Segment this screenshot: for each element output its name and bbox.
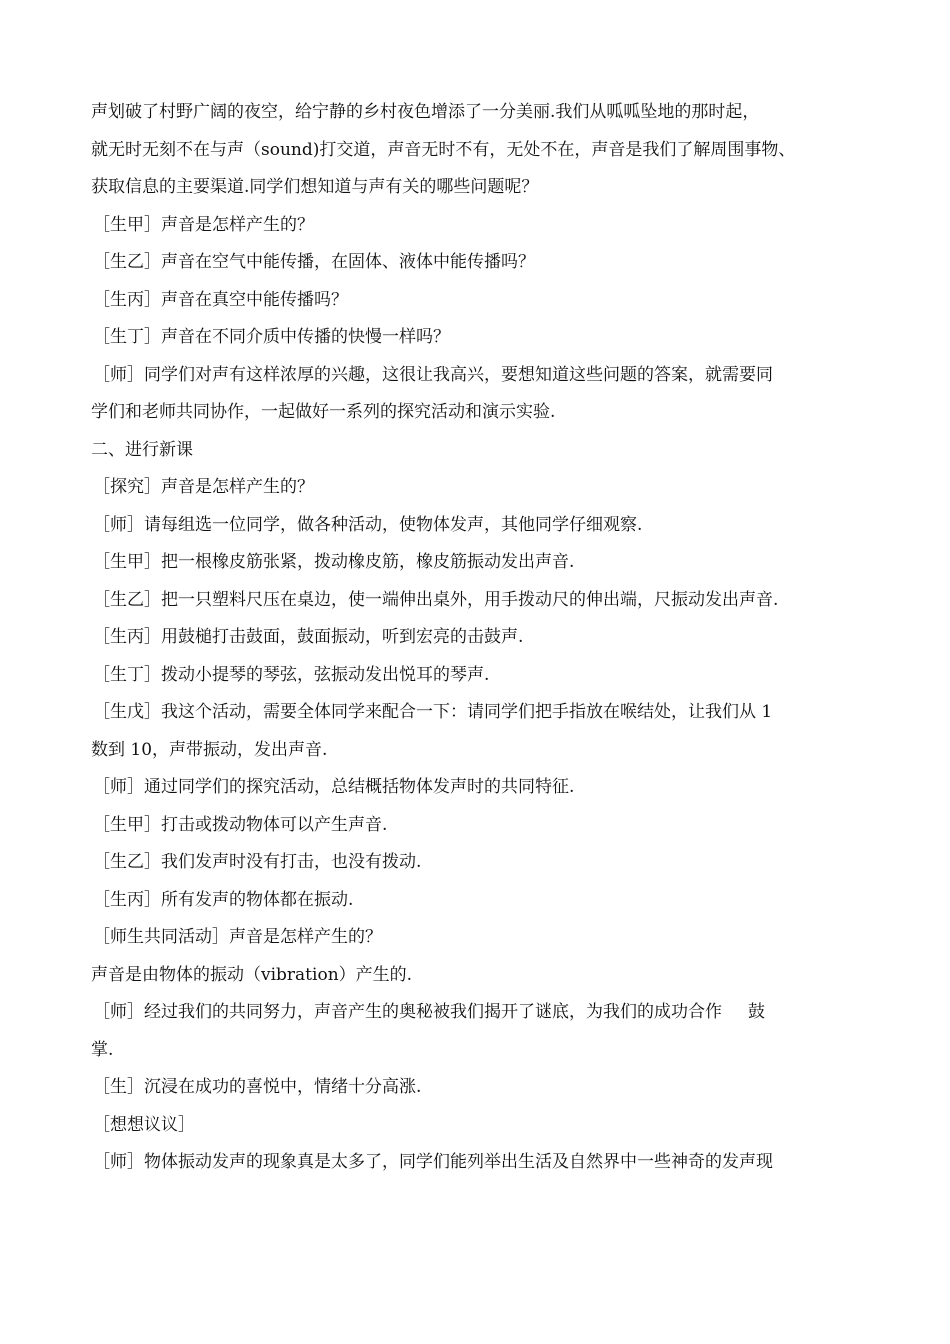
dialogue-line: ［生丙］所有发声的物体都在振动. [93,889,354,910]
dialogue-line: ［生乙］我们发声时没有打击，也没有拨动. [93,852,422,872]
dialogue-line: ［生戊］我这个活动，需要全体同学来配合一下：请同学们把手指放在喉结处，让我们从 1 [93,702,773,722]
dialogue-line: ［师］通过同学们的探究活动，总结概括物体发声时的共同特征. [93,777,575,797]
dialogue-line-continued: 数到 10，声带振动，发出声音. [91,739,328,760]
paragraph-line: 获取信息的主要渠道.同学们想知道与声有关的哪些问题呢？ [91,177,539,197]
dialogue-line: ［师生共同活动］声音是怎样产生的？ [93,927,382,947]
dialogue-line: ［生甲］声音是怎样产生的？ [93,214,314,235]
dialogue-line: ［生甲］打击或拨动物体可以产生声音. [93,814,388,835]
dialogue-line: ［师］请每组选一位同学，做各种活动，使物体发声，其他同学仔细观察. [93,514,643,535]
dialogue-line: ［生丙］声音在真空中能传播吗？ [93,289,348,310]
dialogue-line: ［生甲］把一根橡皮筋张紧，拨动橡皮筋，橡皮筋振动发出声音. [93,552,575,572]
dialogue-line-continued: 学们和老师共同协作，一起做好一系列的探究活动和演示实验. [91,402,556,422]
dialogue-line: ［探究］声音是怎样产生的？ [93,477,314,497]
section-heading: 二、进行新课 [91,439,193,460]
dialogue-line: ［生乙］把一只塑料尺压在桌边，使一端伸出桌外，用手拨动尺的伸出端，尺振动发出声音. [93,589,779,610]
dialogue-text-tail: 鼓 [748,1002,765,1022]
dialogue-line: ［想想议议］ [93,1114,195,1135]
dialogue-line [91,994,863,1032]
dialogue-line: ［师］同学们对声有这样浓厚的兴趣，这很让我高兴，要想知道这些问题的答案，就需要同 [93,364,773,385]
dialogue-line-continued: 掌. [91,1039,114,1060]
dialogue-line: ［生乙］声音在空气中能传播，在固体、液体中能传播吗？ [93,252,535,272]
conclusion-line: 声音是由物体的振动（vibration）产生的. [91,964,413,985]
dialogue-line: ［师］物体振动发声的现象真是太多了，同学们能列举出生活及自然界中一些神奇的发声现 [93,1152,773,1172]
dialogue-line: ［生丁］拨动小提琴的琴弦，弦振动发出悦耳的琴声. [93,664,490,685]
dialogue-line: ［生丁］声音在不同介质中传播的快慢一样吗？ [93,327,450,347]
paragraph-line: 声划破了村野广阔的夜空，给宁静的乡村夜色增添了一分美丽.我们从呱呱坠地的那时起， [91,102,760,122]
dialogue-text: ［师］经过我们的共同努力，声音产生的奥秘被我们揭开了谜底，为我们的成功合作 [93,1002,722,1022]
document-body [91,94,863,1182]
paragraph-line: 就无时无刻不在与声（sound)打交道，声音无时不有，无处不在，声音是我们了解周围事物、 [91,139,796,160]
dialogue-line: ［生丙］用鼓槌打击鼓面，鼓面振动，听到宏亮的击鼓声. [93,627,524,647]
dialogue-line: ［生］沉浸在成功的喜悦中，情绪十分高涨. [93,1077,422,1097]
